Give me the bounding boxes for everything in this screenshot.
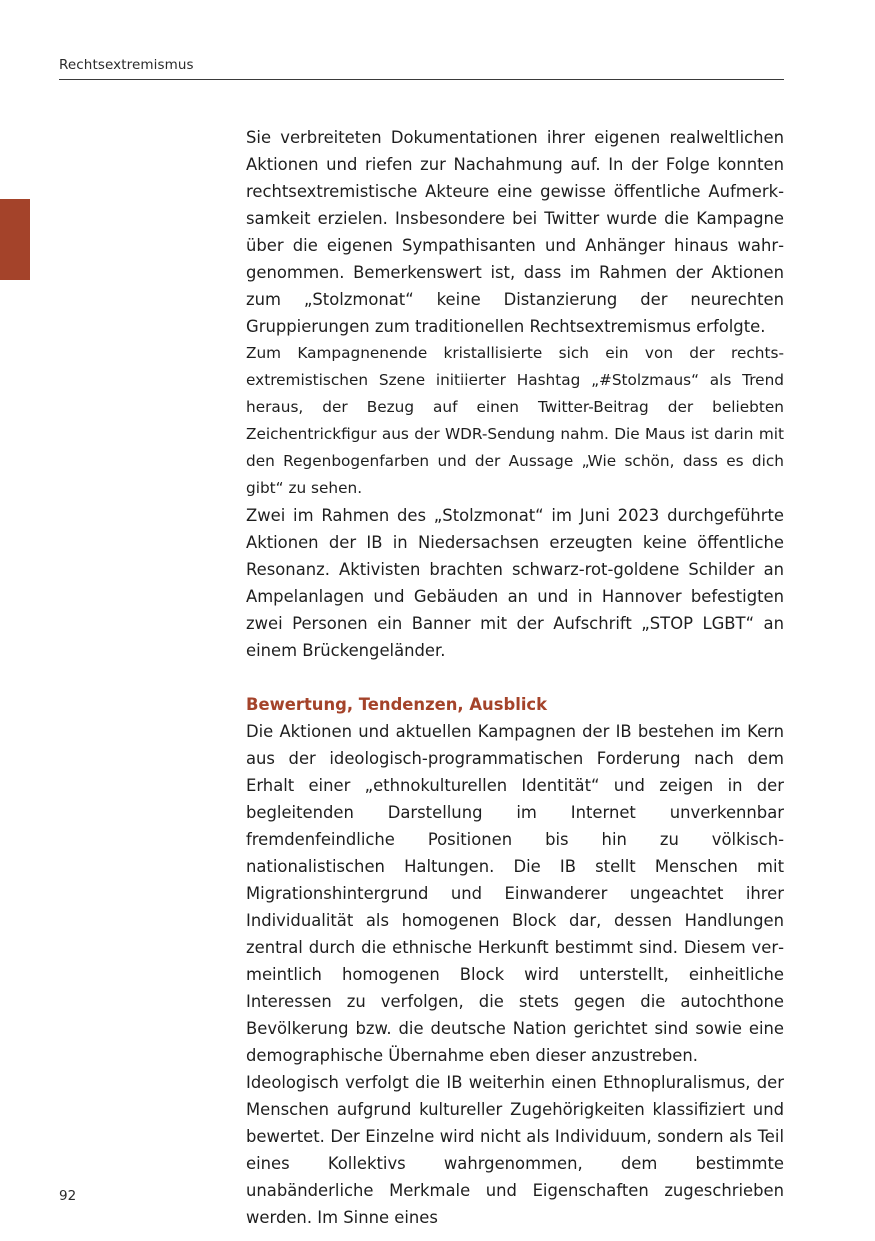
section-spacer bbox=[246, 664, 784, 691]
paragraph-lower-saxony-actions: Zwei im Rahmen des „Stolzmonat“ im Juni 2023 durchgeführte Aktionen der IB in Niedersachsen erzeugten keine öffentliche Resonanz. Aktivisten brachten schwarz-rot-goldene Schilder an Ampelanlagen und Gebäuden an und in Hannover befestigten zwei Personen ein Banner mit der Aufschrift „STOP LGBT“ an einem Brückengeländer. bbox=[246, 506, 784, 660]
page-number: 92 bbox=[59, 1188, 77, 1204]
header-rule bbox=[59, 79, 784, 80]
section-heading: Bewertung, Tendenzen, Ausblick bbox=[246, 695, 548, 714]
paragraph-assessment: Die Aktionen und aktuellen Kampagnen der IB bestehen im Kern aus der ideologisch-programmatischen Forderung nach dem Erhalt einer „ethnokulturellen Identität“ und zeigen in der begleitenden Darstellung im Internet unverkennbar fremdenfeindliche Positionen bis hin zu völkisch-nationalistischen Haltungen. Die IB stellt Menschen mit Migrationshintergrund und Einwanderer ungeachtet ihrer Individualität als homogenen Block dar, dessen Handlungen zentral durch die ethnische Herkunft bestimmt sind. Diesem vermeintlich homogenen Block wird unterstellt, einheitliche Interessen zu verfolgen, die stets gegen die autochthone Bevölkerung bzw. die deutsche Nation gerichtet sind sowie eine demographische Übernahme eben dieser anzustreben. bbox=[246, 722, 784, 1065]
chapter-marker bbox=[0, 199, 30, 280]
paragraph-hashtag-stolzmaus: Zum Kampagnenende kristallisierte sich ein von der rechtsextremistischen Szene initiierter Hashtag „#Stolzmaus“ als Trend heraus, der Bezug auf einen Twitter-Beitrag der beliebten Zeichentrickfigur aus der WDR-Sendung nahm. Die Maus ist darin mit den Regenbogenfarben und der Aussage „Wie schön, dass es dich gibt“ zu sehen. bbox=[246, 344, 784, 497]
paragraph-campaign-documentation: Sie verbreiteten Dokumentationen ihrer eigenen realweltlichen Aktionen und riefen zur Nachahmung auf. In der Folge konnten rechtsextremistische Akteure eine gewisse öffentliche Aufmerksamkeit erzielen. Insbesondere bei Twitter wurde die Kampagne über die eigenen Sympathisanten und Anhänger hinaus wahrgenommen. Bemerkenswert ist, dass im Rahmen der Aktionen zum „Stolzmonat“ keine Distanzierung der neurechten Gruppierungen zum traditionellen Rechtsextremismus erfolgte. bbox=[246, 128, 784, 336]
body-column bbox=[246, 124, 784, 1231]
running-header: Rechtsextremismus bbox=[59, 57, 194, 73]
paragraph-ethnopluralism: Ideologisch verfolgt die IB weiterhin einen Ethnopluralismus, der Menschen aufgrund kultureller Zugehörigkeiten klassifiziert und bewertet. Der Einzelne wird nicht als Individuum, sondern als Teil eines Kollektivs wahrgenommen, dem bestimmte unabänderliche Merkmale und Eigenschaften zugeschrieben werden. Im Sinne eines bbox=[246, 1073, 784, 1227]
